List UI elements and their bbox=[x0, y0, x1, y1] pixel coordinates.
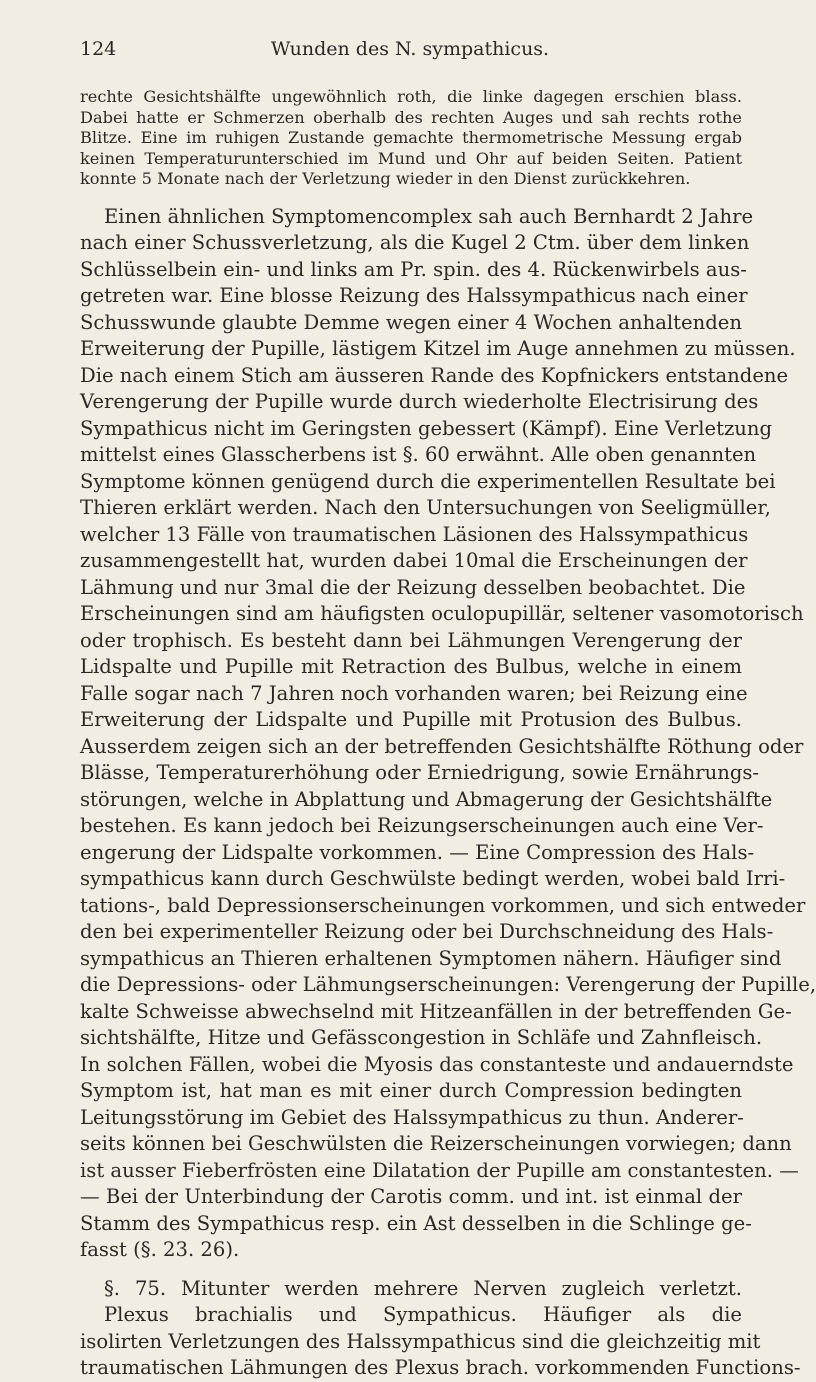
text-line: zusammengestellt hat, wurden dabei 10mal die Erscheinungen der bbox=[80, 549, 748, 573]
running-title: Wunden des N. sympathicus. bbox=[270, 38, 550, 60]
paragraph-gap bbox=[80, 1264, 742, 1276]
text-line: In solchen Fällen, wobei die Myosis das constanteste und andauerndste bbox=[80, 1052, 794, 1076]
text-line: Symptome können genügend durch die experimentellen Resultate bei bbox=[80, 469, 776, 493]
text-line: seits können bei Geschwülsten die Reizerscheinungen vorwiegen; dann bbox=[80, 1132, 792, 1156]
text-line: Lähmung und nur 3mal die der Reizung desselben beobachtet. Die bbox=[80, 575, 746, 599]
text-line: sympathicus an Thieren erhaltenen Symptomen nähern. Häufiger sind bbox=[80, 946, 782, 970]
text-line: sichtshälfte, Hitze und Gefässcongestion in Schläfe und Zahnfleisch. bbox=[80, 1026, 763, 1050]
text-line: fasst (§. 23. 26). bbox=[80, 1238, 240, 1262]
text-line: sympathicus kann durch Geschwülste bedingt werden, wobei bald Irri- bbox=[80, 867, 786, 891]
text-line: Die nach einem Stich am äusseren Rande des Kopfnickers entstandene bbox=[80, 363, 789, 387]
text-line: störungen, welche in Abplattung und Abmagerung der Gesichtshälfte bbox=[80, 787, 773, 811]
text-line: isolirten Verletzungen des Halssympathicus sind die gleichzeitig mit bbox=[80, 1329, 761, 1353]
text-line: Dabei hatte er Schmerzen oberhalb des rechten Auges und sah rechts rothe bbox=[80, 107, 742, 127]
paragraph-gap bbox=[80, 190, 742, 204]
text-line: — Bei der Unterbindung der Carotis comm. und int. ist einmal der bbox=[80, 1185, 742, 1209]
text-line: oder trophisch. Es besteht dann bei Lähmungen Verengerung der bbox=[80, 628, 742, 652]
text-line: welcher 13 Fälle von traumatischen Läsionen des Halssympathicus bbox=[80, 522, 749, 546]
text-line: kalte Schweisse abwechselnd mit Hitzeanfällen in der betreffenden Ge- bbox=[80, 999, 792, 1023]
paragraph-3 bbox=[80, 1276, 801, 1382]
text-line: mittelst eines Glasscherbens ist §. 60 erwähnt. Alle oben genannten bbox=[80, 443, 757, 467]
text-line: getreten war. Eine blosse Reizung des Halssympathicus nach einer bbox=[80, 284, 748, 308]
text-line: tations-, bald Depressionserscheinungen vorkommen, und sich entweder bbox=[80, 893, 806, 917]
text-line: nach einer Schussverletzung, als die Kugel 2 Ctm. über dem linken bbox=[80, 231, 750, 255]
text-line: konnte 5 Monate nach der Verletzung wieder in den Dienst zurückkehren. bbox=[80, 169, 691, 189]
text-line: die Depressions- oder Lähmungserscheinungen: Verengerung der Pupille, bbox=[80, 973, 816, 997]
text-line: Blässe, Temperaturerhöhung oder Erniedrigung, sowie Ernährungs- bbox=[80, 761, 760, 785]
text-line: Schlüsselbein ein- und links am Pr. spin. des 4. Rückenwirbels aus- bbox=[80, 257, 747, 281]
text-line: traumatischen Lähmungen des Plexus brach. vorkommenden Functions- bbox=[80, 1356, 801, 1380]
text-line: Thieren erklärt werden. Nach den Untersuchungen von Seeligmüller, bbox=[80, 496, 771, 520]
text-line: Verengerung der Pupille wurde durch wiederholte Electrisirung des bbox=[80, 390, 759, 414]
text-line: keinen Temperaturunterschied im Mund und Ohr auf beiden Seiten. Patient bbox=[80, 148, 742, 168]
text-line: Sympathicus nicht im Geringsten gebessert (Kämpf). Eine Verletzung bbox=[80, 416, 773, 440]
text-line: Leitungsstörung im Gebiet des Halssympathicus zu thun. Anderer- bbox=[80, 1105, 744, 1129]
paragraph-2 bbox=[80, 204, 816, 1264]
text-line: Stamm des Sympathicus resp. ein Ast desselben in die Schlinge ge- bbox=[80, 1211, 752, 1235]
text-line: Symptom ist, hat man es mit einer durch Compression bedingten bbox=[80, 1079, 742, 1103]
text-line: Einen ähnlichen Symptomencomplex sah auch Bernhardt 2 Jahre bbox=[104, 204, 754, 228]
text-line: Erweiterung der Pupille, lästigem Kitzel im Auge annehmen zu müssen. bbox=[80, 337, 796, 361]
text-line: Blitze. Eine im ruhigen Zustande gemachte thermometrische Messung ergab bbox=[80, 128, 742, 148]
text-line: Ausserdem zeigen sich an der betreffenden Gesichtshälfte Röthung oder bbox=[80, 734, 804, 758]
text-line: Falle sogar nach 7 Jahren noch vorhanden waren; bei Reizung eine bbox=[80, 681, 748, 705]
text-line: engerung der Lidspalte vorkommen. — Eine Compression des Hals- bbox=[80, 840, 755, 864]
paragraph-1 bbox=[80, 87, 742, 190]
text-line: rechte Gesichtshälfte ungewöhnlich roth, die linke dagegen erschien blass. bbox=[80, 87, 742, 106]
body-text bbox=[80, 87, 816, 1382]
page-number: 124 bbox=[80, 38, 117, 60]
text-line: Lidspalte und Pupille mit Retraction des Bulbus, welche in einem bbox=[80, 655, 742, 679]
text-line: Schusswunde glaubte Demme wegen einer 4 Wochen anhaltenden bbox=[80, 310, 742, 334]
text-line: bestehen. Es kann jedoch bei Reizungserscheinungen auch eine Ver- bbox=[80, 814, 764, 838]
text-line: den bei experimenteller Reizung oder bei Durchschneidung des Hals- bbox=[80, 920, 774, 944]
text-line: Erscheinungen sind am häufigsten oculopupillär, seltener vasomotorisch bbox=[80, 602, 804, 626]
text-line: ist ausser Fieberfrösten eine Dilatation der Pupille am constantesten. — bbox=[80, 1158, 799, 1182]
text-line: Plexus brachialis und Sympathicus. Häufiger als die bbox=[104, 1303, 742, 1327]
text-line: Erweiterung der Lidspalte und Pupille mit Protusion des Bulbus. bbox=[80, 708, 742, 732]
page-header bbox=[80, 38, 740, 68]
text-line: §. 75. Mitunter werden mehrere Nerven zugleich verletzt. bbox=[104, 1276, 742, 1300]
